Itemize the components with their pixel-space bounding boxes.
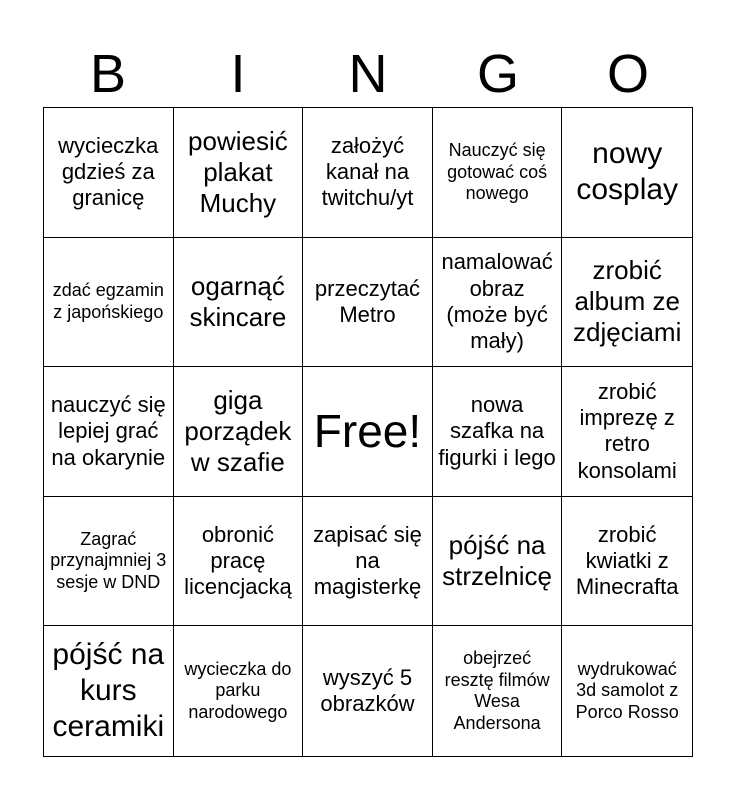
- header-letter-n: N: [348, 44, 388, 104]
- free-space: Free!: [303, 367, 433, 497]
- bingo-cell: namalować obraz (może być mały): [433, 238, 563, 368]
- bingo-cell: ogarnąć skincare: [174, 238, 304, 368]
- bingo-cell: wycieczka do parku narodowego: [174, 626, 304, 756]
- bingo-cell: zdać egzamin z japońskiego: [44, 238, 174, 368]
- bingo-cell: zrobić kwiatki z Minecrafta: [562, 497, 692, 627]
- bingo-cell: zrobić imprezę z retro konsolami: [562, 367, 692, 497]
- bingo-cell: zrobić album ze zdjęciami: [562, 238, 692, 368]
- bingo-cell: pójść na strzelnicę: [433, 497, 563, 627]
- bingo-cell: zapisać się na magisterkę: [303, 497, 433, 627]
- bingo-cell: obejrzeć resztę filmów Wesa Andersona: [433, 626, 563, 756]
- bingo-header: [43, 40, 693, 108]
- header-letter-o: O: [606, 44, 649, 104]
- bingo-cell: nowy cosplay: [562, 108, 692, 238]
- bingo-cell: obronić pracę licencjacką: [174, 497, 304, 627]
- header-letter-i: I: [230, 44, 246, 104]
- bingo-cell: nauczyć się lepiej grać na okarynie: [44, 367, 174, 497]
- bingo-cell: powiesić plakat Muchy: [174, 108, 304, 238]
- bingo-cell: wycieczka gdzieś za granicę: [44, 108, 174, 238]
- bingo-cell: Zagrać przynajmniej 3 sesje w DND: [44, 497, 174, 627]
- header-letter-g: G: [476, 44, 519, 104]
- bingo-cell: giga porządek w szafie: [174, 367, 304, 497]
- bingo-cell: założyć kanał na twitchu/yt: [303, 108, 433, 238]
- bingo-cell: pójść na kurs ceramiki: [44, 626, 174, 756]
- bingo-grid: [43, 107, 693, 757]
- bingo-cell: przeczytać Metro: [303, 238, 433, 368]
- bingo-cell: Nauczyć się gotować coś nowego: [433, 108, 563, 238]
- bingo-cell: wyszyć 5 obrazków: [303, 626, 433, 756]
- bingo-cell: nowa szafka na figurki i lego: [433, 367, 563, 497]
- bingo-cell: wydrukować 3d samolot z Porco Rosso: [575, 658, 679, 722]
- header-letter-b: B: [89, 44, 127, 104]
